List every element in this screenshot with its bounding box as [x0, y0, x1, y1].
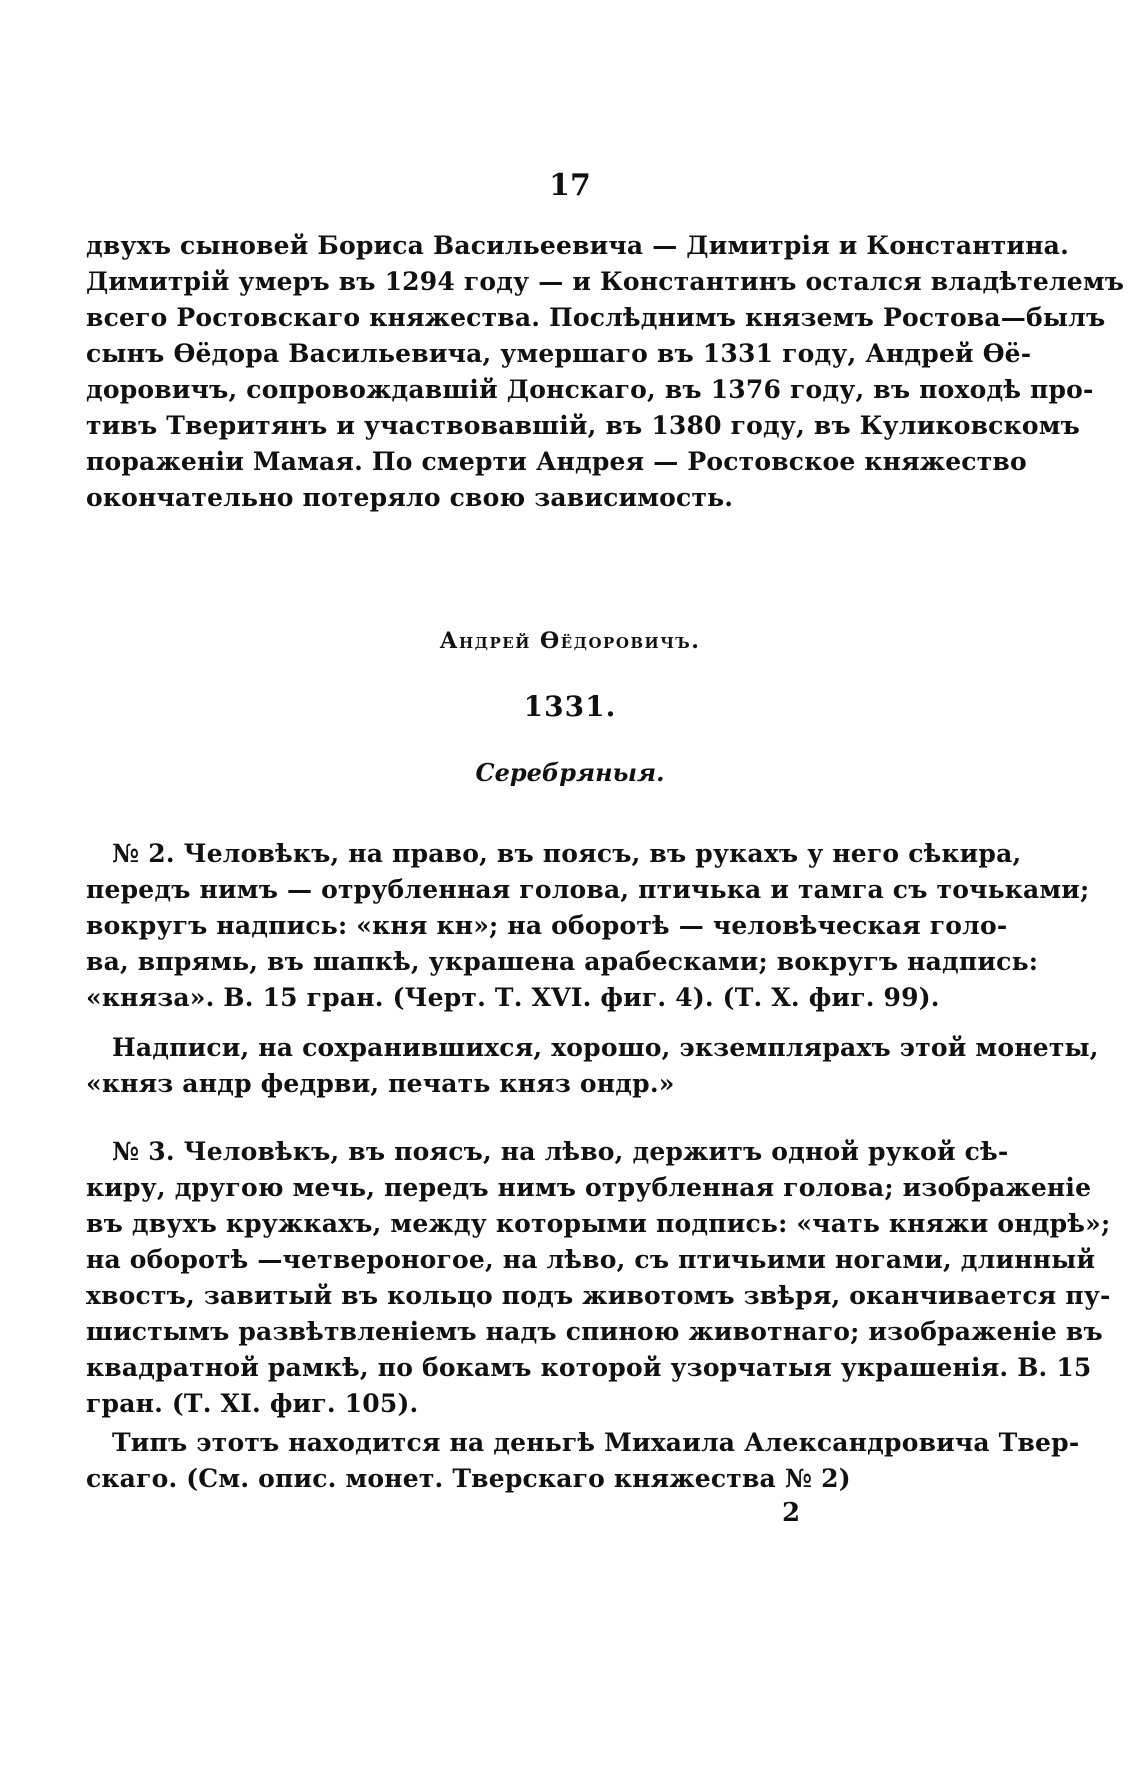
text-line: «княз андр федрви, печать княз ондр.» — [86, 1069, 675, 1098]
text-line: ва, впрямь, въ шапкѣ, украшена арабесками; вокругъ надпись: — [86, 947, 1039, 976]
page-number: 17 — [549, 168, 591, 203]
text-line: всего Ростовскаго княжества. Послѣднимъ княземъ Ростова—былъ — [86, 303, 1106, 332]
text-line: квадратной рамкѣ, по бокамъ которой узорчатыя украшенія. В. 15 — [86, 1353, 1092, 1382]
text-line: окончательно потеряло свою зависимость. — [86, 483, 734, 512]
section-year: 1331. — [523, 690, 617, 723]
text-line: гран. (Т. XI. фиг. 105). — [86, 1389, 419, 1418]
coin-entry-2 — [86, 836, 1090, 1016]
text-line: Типъ этотъ находится на деньгѣ Михаила Александровича Твер- — [112, 1428, 1080, 1457]
signature-mark: 2 — [782, 1498, 801, 1528]
text-line: пораженіи Мамая. По смерти Андрея — Ростовское княжество — [86, 447, 1027, 476]
text-line: скаго. (См. опис. монет. Тверскаго княжества № 2) — [86, 1464, 851, 1493]
text-line: № 3. Человѣкъ, въ поясъ, на лѣво, держитъ одной рукой сѣ- — [112, 1137, 1009, 1166]
section-heading: Андрей Өёдоровичъ. — [439, 628, 701, 654]
text-line: № 2. Человѣкъ, на право, въ поясъ, въ рукахъ у него сѣкира, — [112, 839, 1022, 868]
text-line: двухъ сыновей Бориса Васильеевича — Димитрія и Константина. — [86, 231, 1069, 260]
text-line: на оборотѣ —четвероногое, на лѣво, съ птичьими ногами, длинный — [86, 1245, 1096, 1274]
text-line: вокругъ надпись: «кня кн»; на оборотѣ — человѣческая голо- — [86, 911, 1008, 940]
intro-paragraph — [86, 228, 1125, 516]
text-line: шистымъ развѣтвленіемъ надъ спиною животнаго; изображеніе въ — [86, 1317, 1103, 1346]
text-line: «княза». В. 15 гран. (Черт. Т. XVI. фиг. 4). (Т. X. фиг. 99). — [86, 983, 940, 1012]
coin-entry-3 — [86, 1134, 1111, 1422]
note-paragraph — [86, 1425, 1080, 1497]
inscriptions-paragraph — [86, 1030, 1099, 1102]
text-line: сынъ Өёдора Васильевича, умершаго въ 1331 году, Андрей Өё- — [86, 339, 1032, 368]
text-line: Димитрій умеръ въ 1294 году — и Константинъ остался владѣтелемъ — [86, 267, 1125, 296]
text-line: доровичъ, сопровождавшій Донскаго, въ 1376 году, въ походѣ про- — [86, 375, 1094, 404]
text-line: тивъ Тверитянъ и участвовавшій, въ 1380 году, въ Куликовскомъ — [86, 411, 1080, 440]
section-subheading: Серебряныя. — [475, 758, 665, 787]
text-line: передъ нимъ — отрубленная голова, птичька и тамга съ точьками; — [86, 875, 1090, 904]
text-line: хвостъ, завитый въ кольцо подъ животомъ звѣря, оканчивается пу- — [86, 1281, 1111, 1310]
text-line: Надписи, на сохранившихся, хорошо, экземплярахъ этой монеты, — [112, 1033, 1099, 1062]
text-line: въ двухъ кружкахъ, между которыми подпись: «чать княжи ондрѣ»; — [86, 1209, 1111, 1238]
text-line: киру, другою мечь, передъ нимъ отрубленная голова; изображеніе — [86, 1173, 1092, 1202]
